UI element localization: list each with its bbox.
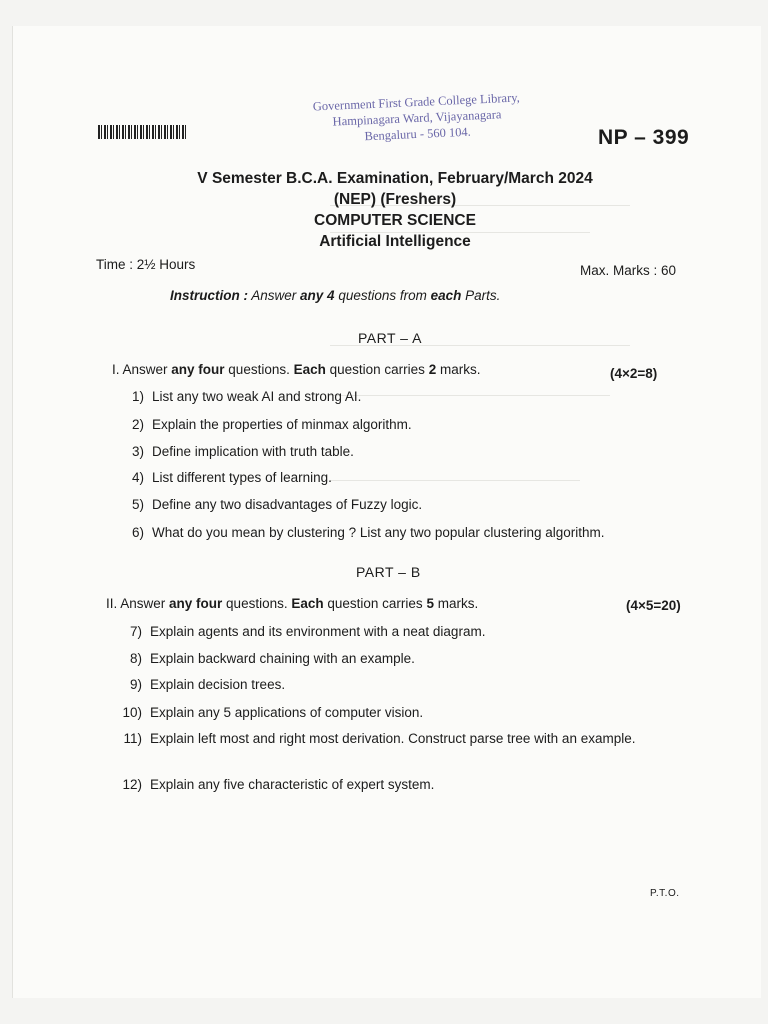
question-number: 2) bbox=[131, 417, 144, 432]
question-text: Define any two disadvantages of Fuzzy logic. bbox=[152, 497, 423, 512]
section-text: I. Answer bbox=[112, 362, 172, 377]
section-text: any four bbox=[169, 596, 223, 611]
question-text: Explain backward chaining with an example. bbox=[150, 651, 415, 666]
question-number: 3) bbox=[131, 444, 144, 459]
part-b-instruction bbox=[106, 596, 478, 611]
part-a-instruction bbox=[112, 362, 480, 377]
question-item bbox=[118, 416, 658, 433]
part-a-title: PART – A bbox=[358, 330, 422, 346]
question-item bbox=[118, 388, 658, 405]
question-text: List any two weak AI and strong AI. bbox=[152, 389, 362, 404]
instruction-label: Instruction : bbox=[170, 288, 248, 303]
question-text: Explain decision trees. bbox=[150, 677, 286, 692]
question-text: Explain any five characteristic of expert system. bbox=[150, 777, 435, 792]
section-text: marks. bbox=[436, 362, 481, 377]
question-item bbox=[118, 443, 658, 460]
stamp-line: Hampinagara Ward, Vijayanagara bbox=[332, 107, 502, 129]
question-text: List different types of learning. bbox=[152, 470, 332, 485]
question-text: Explain agents and its environment with a neat diagram. bbox=[150, 624, 486, 639]
section-text: question carries bbox=[323, 596, 427, 611]
instruction-text: any 4 bbox=[300, 288, 335, 303]
question-item bbox=[116, 776, 656, 793]
question-number: 4) bbox=[131, 470, 144, 485]
part-a-marks: (4×2=8) bbox=[610, 366, 658, 381]
part-b-title: PART – B bbox=[356, 564, 421, 580]
question-number: 6) bbox=[131, 525, 144, 540]
stamp-line: Government First Grade College Library, bbox=[312, 90, 521, 114]
question-number: 8) bbox=[129, 651, 142, 666]
instruction-text: Answer bbox=[248, 288, 301, 303]
stamp-line: Bengaluru - 560 104. bbox=[364, 124, 472, 144]
question-item bbox=[116, 730, 676, 747]
instruction bbox=[170, 288, 500, 303]
exam-header bbox=[160, 168, 630, 252]
section-text: 5 bbox=[426, 596, 434, 611]
question-item bbox=[118, 496, 658, 513]
paper-title: Artificial Intelligence bbox=[319, 233, 471, 250]
section-text: questions. bbox=[222, 596, 292, 611]
subject-title: COMPUTER SCIENCE bbox=[314, 212, 476, 229]
section-text: 2 bbox=[428, 362, 437, 377]
instruction-text: each bbox=[430, 288, 462, 303]
question-item bbox=[118, 469, 658, 486]
question-item bbox=[116, 704, 656, 721]
question-item bbox=[116, 623, 656, 640]
time-allowed: Time : 2½ Hours bbox=[96, 257, 196, 272]
paper-code: NP – 399 bbox=[598, 126, 690, 149]
question-text: Explain left most and right most derivation. Construct parse tree with an example. bbox=[150, 731, 636, 746]
exam-title: V Semester B.C.A. Examination, February/March 2024 bbox=[197, 170, 593, 187]
instruction-text: Parts. bbox=[461, 288, 501, 303]
question-number: 12) bbox=[122, 777, 142, 792]
question-item bbox=[116, 676, 656, 693]
exam-scheme: (NEP) (Freshers) bbox=[333, 191, 457, 208]
section-text: Each bbox=[291, 596, 324, 611]
question-text: Explain the properties of minmax algorithm. bbox=[152, 417, 412, 432]
section-text: questions. bbox=[224, 362, 294, 377]
section-text: any four bbox=[171, 362, 225, 377]
section-text: marks. bbox=[433, 596, 479, 611]
question-number: 1) bbox=[131, 389, 144, 404]
question-item bbox=[116, 650, 656, 667]
section-text: Each bbox=[293, 362, 326, 377]
question-number: 10) bbox=[122, 705, 142, 720]
question-number: 5) bbox=[131, 497, 144, 512]
question-text: Explain any 5 applications of computer vision. bbox=[150, 705, 424, 720]
question-text: Define implication with truth table. bbox=[152, 444, 354, 459]
section-text: question carries bbox=[325, 362, 429, 377]
pto-note: P.T.O. bbox=[650, 888, 680, 899]
question-number: 7) bbox=[129, 624, 142, 639]
question-item bbox=[118, 524, 688, 541]
max-marks: Max. Marks : 60 bbox=[580, 263, 677, 278]
question-number: 9) bbox=[129, 677, 142, 692]
instruction-text: questions from bbox=[334, 288, 431, 303]
barcode bbox=[98, 125, 186, 139]
section-text: II. Answer bbox=[106, 596, 170, 611]
part-b-marks: (4×5=20) bbox=[626, 598, 681, 613]
question-text: What do you mean by clustering ? List any two popular clustering algorithm. bbox=[152, 525, 605, 540]
question-number: 11) bbox=[123, 731, 142, 746]
